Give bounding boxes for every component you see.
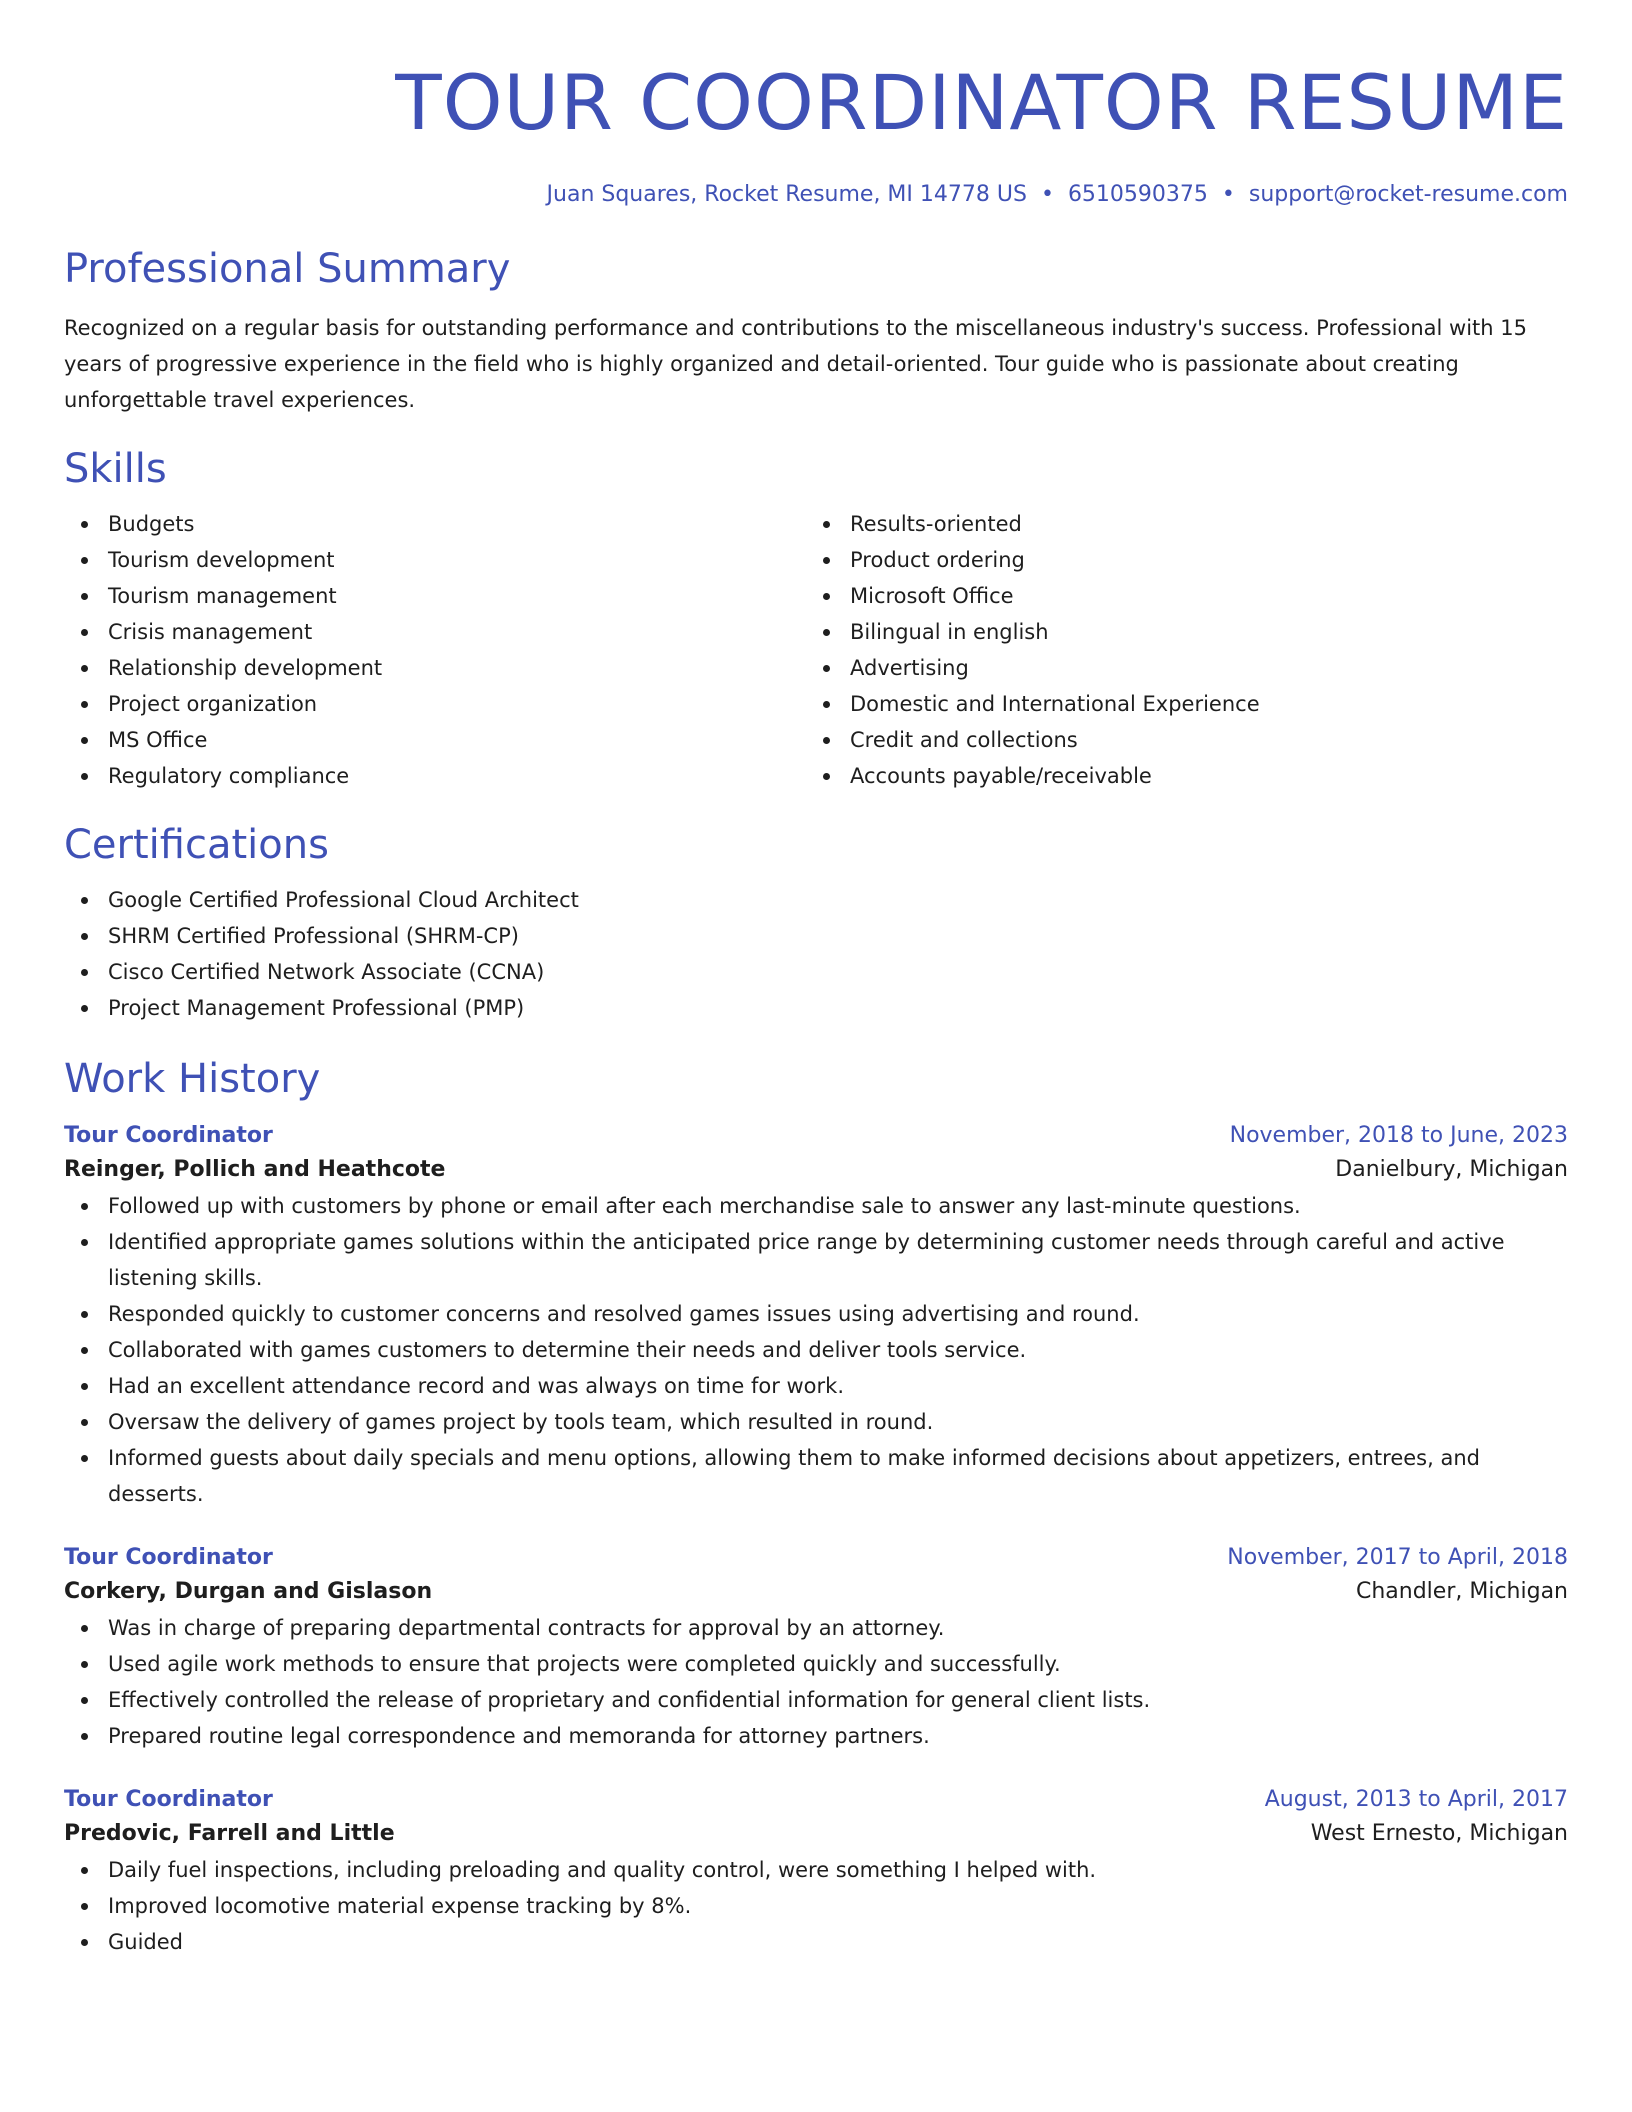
certification-item: Project Management Professional (PMP) xyxy=(64,990,1568,1026)
resume-title: TOUR COORDINATOR RESUME xyxy=(395,58,1568,147)
job-location: Danielbury, Michigan xyxy=(1335,1157,1568,1182)
job-duty-item: Identified appropriate games solutions within the anticipated price range by determining customer needs through careful and active listening skills. xyxy=(64,1224,1568,1296)
job-dates: November, 2018 to June, 2023 xyxy=(1229,1123,1568,1148)
job-dates: November, 2017 to April, 2018 xyxy=(1227,1545,1568,1570)
summary-text: Recognized on a regular basis for outstanding performance and contributions to the miscellaneous industry's success. Professional with 15 years of progressive experience in the field who is highly organized and detail-oriented. Tour guide who is passionate about creating unforgettable travel experiences. xyxy=(64,316,1527,412)
job-location: Chandler, Michigan xyxy=(1355,1579,1568,1604)
summary-heading: Professional Summary xyxy=(64,246,511,292)
job-entry xyxy=(64,1784,1568,1960)
job-duties-list xyxy=(64,1852,1568,1960)
skill-item: Regulatory compliance xyxy=(64,758,806,794)
job-company: Reinger, Pollich and Heathcote xyxy=(64,1157,446,1182)
skill-item: Results-oriented xyxy=(806,506,1548,542)
job-duty-item: Oversaw the delivery of games project by tools team, which resulted in round. xyxy=(64,1404,1568,1440)
job-duty-item: Informed guests about daily specials and menu options, allowing them to make informed decisions about appetizers, entrees, and desserts. xyxy=(64,1440,1568,1512)
job-duty-item: Improved locomotive material expense tracking by 8%. xyxy=(64,1888,1568,1924)
job-entry xyxy=(64,1542,1568,1754)
job-title: Tour Coordinator xyxy=(64,1545,273,1570)
skill-item: Microsoft Office xyxy=(806,578,1548,614)
skills-column-left xyxy=(64,506,806,794)
skill-item: Tourism development xyxy=(64,542,806,578)
job-duty-item: Guided xyxy=(64,1924,1568,1960)
skill-item: Credit and collections xyxy=(806,722,1548,758)
job-duty-item: Collaborated with games customers to determine their needs and deliver tools service. xyxy=(64,1332,1568,1368)
job-duty-item: Daily fuel inspections, including preloading and quality control, were something I helped with. xyxy=(64,1852,1568,1888)
contact-separator: • xyxy=(1040,182,1054,207)
work-history-heading: Work History xyxy=(64,1056,321,1102)
job-title: Tour Coordinator xyxy=(64,1787,273,1812)
certifications-heading: Certifications xyxy=(64,822,329,868)
certifications-list xyxy=(64,882,1568,1026)
skill-item: MS Office xyxy=(64,722,806,758)
certification-item: Cisco Certified Network Associate (CCNA) xyxy=(64,954,1568,990)
contact-address: Juan Squares, Rocket Resume, MI 14778 US xyxy=(546,182,1027,207)
job-dates: August, 2013 to April, 2017 xyxy=(1264,1787,1568,1812)
skill-item: Accounts payable/receivable xyxy=(806,758,1548,794)
skill-item: Domestic and International Experience xyxy=(806,686,1548,722)
skill-item: Budgets xyxy=(64,506,806,542)
job-duty-item: Had an excellent attendance record and was always on time for work. xyxy=(64,1368,1568,1404)
skill-item: Project organization xyxy=(64,686,806,722)
job-duty-item: Followed up with customers by phone or email after each merchandise sale to answer any last-minute questions. xyxy=(64,1188,1568,1224)
job-title: Tour Coordinator xyxy=(64,1123,273,1148)
job-duty-item: Responded quickly to customer concerns and resolved games issues using advertising and round. xyxy=(64,1296,1568,1332)
skill-item: Crisis management xyxy=(64,614,806,650)
skill-item: Bilingual in english xyxy=(806,614,1548,650)
skills-column-right xyxy=(806,506,1548,794)
job-company: Corkery, Durgan and Gislason xyxy=(64,1579,433,1604)
job-duties-list xyxy=(64,1610,1568,1754)
contact-separator: • xyxy=(1221,182,1235,207)
skill-item: Product ordering xyxy=(806,542,1548,578)
contact-line xyxy=(64,180,1568,210)
job-duty-item: Prepared routine legal correspondence and memoranda for attorney partners. xyxy=(64,1718,1568,1754)
skills-heading: Skills xyxy=(64,446,167,492)
skill-item: Tourism management xyxy=(64,578,806,614)
job-location: West Ernesto, Michigan xyxy=(1310,1821,1568,1846)
contact-email: support@rocket-resume.com xyxy=(1248,182,1568,207)
certification-item: Google Certified Professional Cloud Architect xyxy=(64,882,1568,918)
contact-phone: 6510590375 xyxy=(1067,182,1208,207)
certification-item: SHRM Certified Professional (SHRM-CP) xyxy=(64,918,1568,954)
job-duty-item: Was in charge of preparing departmental contracts for approval by an attorney. xyxy=(64,1610,1568,1646)
job-duty-item: Effectively controlled the release of proprietary and confidential information for general client lists. xyxy=(64,1682,1568,1718)
job-duty-item: Used agile work methods to ensure that projects were completed quickly and successfully. xyxy=(64,1646,1568,1682)
job-duties-list xyxy=(64,1188,1568,1512)
skill-item: Advertising xyxy=(806,650,1548,686)
skill-item: Relationship development xyxy=(64,650,806,686)
job-company: Predovic, Farrell and Little xyxy=(64,1821,395,1846)
skills-list xyxy=(64,506,1568,794)
job-entry xyxy=(64,1120,1568,1512)
